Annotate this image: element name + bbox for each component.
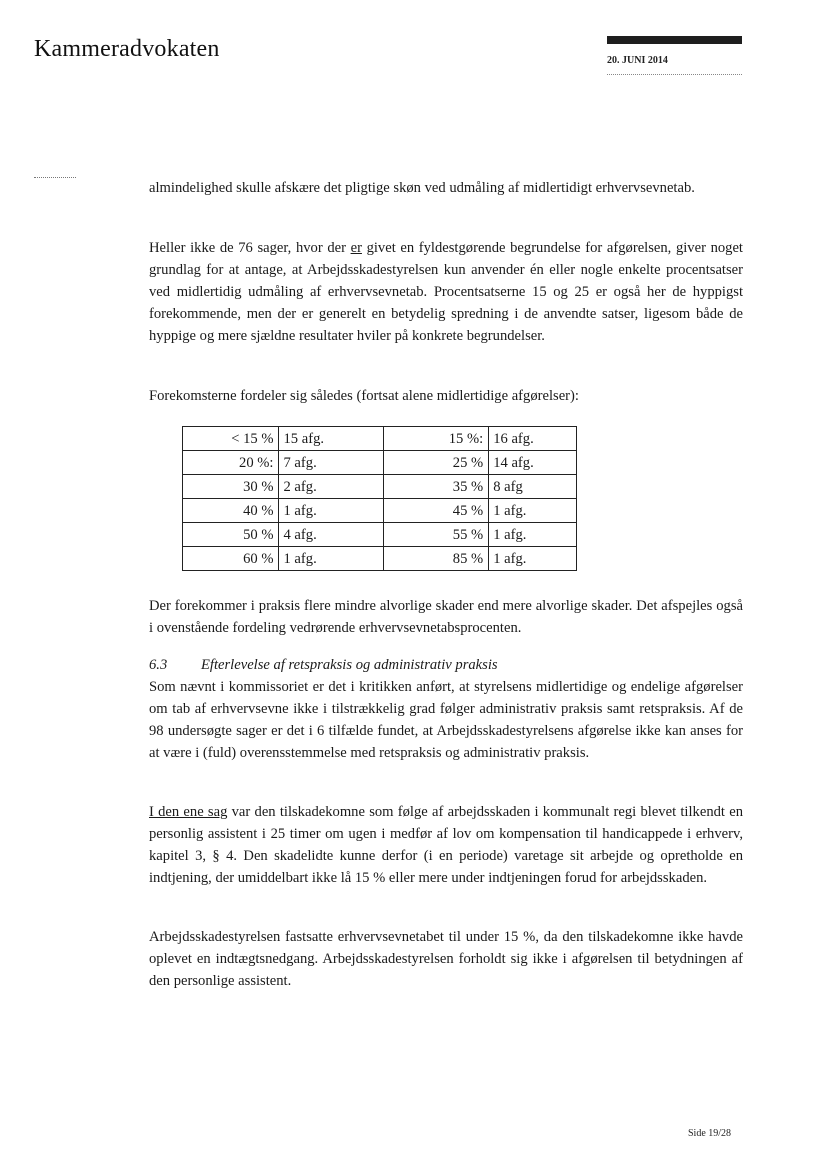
firm-logo: Kammeradvokaten bbox=[34, 36, 220, 62]
percent-cell: 85 % bbox=[383, 547, 488, 571]
page-number: Side 19/28 bbox=[688, 1128, 732, 1139]
table-row bbox=[183, 427, 577, 451]
paragraph-5 bbox=[149, 676, 743, 764]
count-cell: 1 afg. bbox=[489, 547, 577, 571]
paragraph-4 bbox=[149, 595, 743, 639]
percent-cell: 50 % bbox=[183, 523, 279, 547]
paragraph-2-start: Heller ikke de 76 sager, hvor der bbox=[149, 240, 351, 256]
paragraph-4-text: Der forekommer i praksis flere mindre alvorlige skader end mere alvorlige skader. Det afspejles også i ovenstående fordeling vedrørende erhvervsevnetabsprocenten. bbox=[149, 598, 743, 636]
percent-cell: 45 % bbox=[383, 499, 488, 523]
underlined-word: er bbox=[350, 240, 362, 256]
paragraph-2 bbox=[149, 237, 743, 347]
count-cell: 1 afg. bbox=[489, 523, 577, 547]
percent-cell: 35 % bbox=[383, 475, 488, 499]
distribution-table bbox=[182, 426, 577, 571]
section-number: 6.3 bbox=[149, 657, 168, 673]
percent-cell: 15 %: bbox=[383, 427, 488, 451]
paragraph-3 bbox=[149, 385, 743, 407]
margin-dotted-line bbox=[34, 177, 76, 178]
underlined-phrase: I den ene sag bbox=[149, 804, 228, 820]
paragraph-6 bbox=[149, 801, 743, 889]
table-row bbox=[183, 547, 577, 571]
count-cell: 7 afg. bbox=[279, 451, 383, 475]
paragraph-1-text: almindelighed skulle afskære det pligtige skøn ved udmåling af midlertidigt erhvervsevnetab. bbox=[149, 180, 695, 196]
count-cell: 15 afg. bbox=[279, 427, 383, 451]
table-row bbox=[183, 451, 577, 475]
percent-cell: 20 %: bbox=[183, 451, 279, 475]
percent-cell: 55 % bbox=[383, 523, 488, 547]
percent-cell: 40 % bbox=[183, 499, 279, 523]
paragraph-7-text: Arbejdsskadestyrelsen fastsatte erhvervsevnetabet til under 15 %, da den tilskadekomne ikke havde oplevet en indtægtsnedgang. Arbejdsskadestyrelsen forholdt sig ikke i afgørelsen til betydningen af den personlige assistent. bbox=[149, 929, 743, 989]
paragraph-2-end: givet en fyldestgørende begrundelse for afgørelsen, giver noget grundlag for at antage, at Arbejdsskadestyrelsen kun anvender én eller nogle enkelte procentsatser ved midlertidig udmåling af erhvervsevnetab. Procentsatserne 15 og 25 er også her de hyppigst forekommende, men der er generelt en betydelig spredning i de anvendte satser, ligesom både de hyppige og mere sjældne resultater hviler på konkrete begrundelser. bbox=[149, 240, 743, 344]
paragraph-6-text bbox=[149, 801, 743, 889]
paragraph-2-text bbox=[149, 237, 743, 347]
count-cell: 16 afg. bbox=[489, 427, 577, 451]
paragraph-1 bbox=[149, 177, 743, 199]
document-date: 20. JUNI 2014 bbox=[607, 55, 668, 66]
count-cell: 4 afg. bbox=[279, 523, 383, 547]
percent-cell: 30 % bbox=[183, 475, 279, 499]
paragraph-6-end: var den tilskadekomne som følge af arbejdsskaden i kommunalt regi blevet tilkendt en personlig assistent i 25 timer om ugen i medfør af lov om kompensation til handicappede i erhverv, kapitel 3, § 4. Den skadelidte kunne derfor (i en periode) varetage sit arbejde og opretholde en indtjening, der umiddelbart ikke lå 15 % eller mere under indtjeningen forud for arbejdsskaden. bbox=[149, 804, 743, 886]
count-cell: 1 afg. bbox=[279, 547, 383, 571]
section-heading bbox=[149, 654, 498, 676]
table-row bbox=[183, 523, 577, 547]
table-row bbox=[183, 499, 577, 523]
header-divider bbox=[607, 74, 742, 75]
count-cell: 14 afg. bbox=[489, 451, 577, 475]
count-cell: 1 afg. bbox=[489, 499, 577, 523]
count-cell: 2 afg. bbox=[279, 475, 383, 499]
count-cell: 8 afg bbox=[489, 475, 577, 499]
percent-cell: < 15 % bbox=[183, 427, 279, 451]
header-bar bbox=[607, 36, 742, 44]
percent-cell: 25 % bbox=[383, 451, 488, 475]
count-cell: 1 afg. bbox=[279, 499, 383, 523]
paragraph-5-text: Som nævnt i kommissoriet er det i kritikken anført, at styrelsens midlertidige og endelige afgørelser om tab af erhvervsevne ikke i tilstrækkelig grad følger administrativ praksis samt retspraksis. Af de 98 undersøgte sager er det i 6 tilfælde fundet, at Arbejdsskadestyrelsens afgørelse ikke kan anses for at være i (fuld) overensstemmelse med retspraksis og administrativ praksis. bbox=[149, 679, 743, 761]
section-title: Efterlevelse af retspraksis og administrativ praksis bbox=[201, 657, 498, 673]
percent-cell: 60 % bbox=[183, 547, 279, 571]
paragraph-7 bbox=[149, 926, 743, 992]
table-intro: Forekomsterne fordeler sig således (fortsat alene midlertidige afgørelser): bbox=[149, 388, 579, 404]
table-row bbox=[183, 475, 577, 499]
